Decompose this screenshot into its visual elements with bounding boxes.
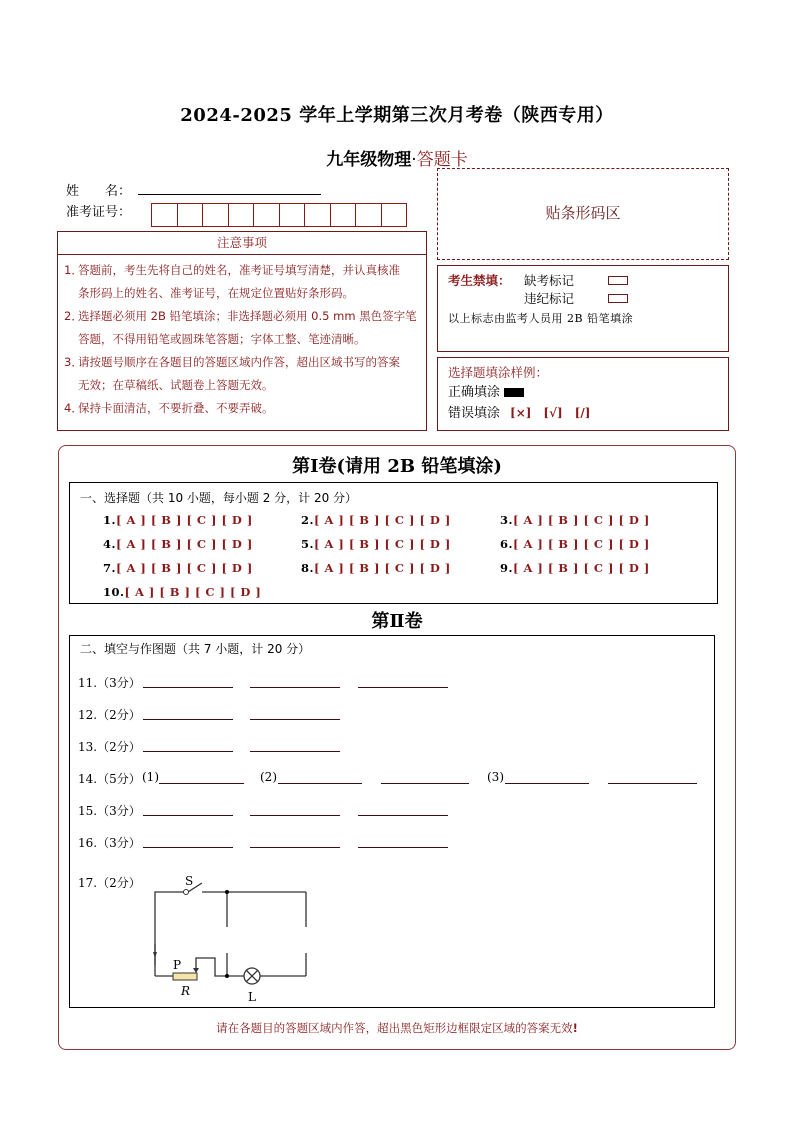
exam-id-boxes (151, 203, 406, 227)
exam-id-digit-box[interactable] (228, 203, 255, 227)
choice-options[interactable]: [ A ] [ B ] [ C ] [ D ] (513, 561, 650, 575)
answer-blank[interactable] (358, 815, 448, 816)
notice-item-3 (64, 351, 420, 374)
violation-mark-label: 违纪标记 (524, 291, 575, 306)
choice-options[interactable]: [ A ] [ B ] [ C ] [ D ] (314, 513, 451, 527)
answer-blank[interactable] (143, 687, 233, 688)
switch-label: S (185, 874, 194, 888)
switch-pivot (184, 890, 189, 895)
choice-question (500, 513, 650, 527)
fill-section-title: 二、填空与作图题（共 7 小题，计 20 分） (80, 642, 311, 656)
choice-options[interactable]: [ A ] [ B ] [ C ] [ D ] (314, 537, 451, 551)
lamp-label: L (248, 990, 256, 1004)
fill-question-label: 14.（5分） (78, 772, 141, 786)
choice-question-number: 10. (103, 585, 125, 599)
choice-options[interactable]: [ A ] [ B ] [ C ] [ D ] (116, 561, 253, 575)
fill-sample-title: 选择题填涂样例： (448, 365, 549, 380)
choice-section-title: 一、选择题（共 10 小题，每小题 2 分，计 20 分） (80, 491, 358, 505)
violation-mark-box[interactable] (608, 294, 628, 303)
notice-item-1 (64, 259, 420, 282)
answer-blank[interactable] (505, 783, 589, 784)
footer-warning (58, 1020, 736, 1036)
choice-options[interactable]: [ A ] [ B ] [ C ] [ D ] (124, 585, 262, 599)
exam-id-digit-box[interactable] (279, 203, 306, 227)
exam-id-digit-box[interactable] (177, 203, 204, 227)
subtitle-separator: · (411, 150, 417, 170)
name-label: 姓 名： (66, 184, 132, 199)
fill-part-label: (3) (487, 770, 504, 784)
notice-body (57, 255, 427, 431)
footer-warning-text: 请在各题目的答题区域内作答，超出黑色矩形边框限定区域的答案无效 (216, 1021, 573, 1035)
barcode-area: 贴条形码区 (437, 168, 729, 260)
footer-warning-excl: ! (572, 1021, 578, 1035)
junction-top (225, 890, 229, 894)
notice-num: 4． (64, 401, 83, 415)
fill-question-label: 11.（3分） (78, 676, 141, 690)
choice-question (103, 513, 253, 527)
choice-options[interactable]: [ A ] [ B ] [ C ] [ D ] (513, 513, 650, 527)
current-arrow-icon (153, 952, 157, 958)
notice-text: 请按题号顺序在各题目的答题区域内作答，超出区域书写的答案 (78, 355, 400, 369)
volume-2-title: 第Ⅱ卷 (371, 611, 423, 632)
answer-sheet-label: 答题卡 (416, 150, 468, 170)
choice-question-number: 5. (301, 537, 315, 551)
answer-sheet-subtitle (0, 145, 794, 170)
choice-question-number: 9. (500, 561, 514, 575)
exam-id-digit-box[interactable] (330, 203, 357, 227)
absent-mark-box[interactable] (608, 276, 628, 285)
wrong-fill-examples: [×] [√] [/] (510, 406, 591, 420)
fill-question-label: 15.（3分） (78, 804, 141, 818)
choice-question (301, 561, 451, 575)
choice-question-number: 7. (103, 561, 117, 575)
notice-title: 注意事项 (57, 231, 427, 255)
exam-id-label: 准考证号： (66, 205, 132, 220)
choice-question (301, 513, 451, 527)
notice-text: 答题前，考生先将自己的姓名，准考证号填写清楚，并认真核准 (78, 263, 400, 277)
exam-id-digit-box[interactable] (381, 203, 408, 227)
exam-title: 2024-2025 学年上学期第三次月考卷（陕西专用） (180, 105, 614, 126)
choice-question-number: 6. (500, 537, 514, 551)
notice-num: 2． (64, 309, 83, 323)
answer-blank[interactable] (250, 719, 340, 720)
notice-num: 3． (64, 355, 83, 369)
choice-question-number: 1. (103, 513, 117, 527)
wrong-fill-label: 错误填涂 (448, 406, 501, 421)
choice-options[interactable]: [ A ] [ B ] [ C ] [ D ] (116, 537, 253, 551)
choice-options[interactable]: [ A ] [ B ] [ C ] [ D ] (116, 513, 253, 527)
notice-item-2 (64, 305, 420, 328)
choice-question-number: 3. (500, 513, 514, 527)
choice-question-number: 4. (103, 537, 117, 551)
notice-text: 选择题必须用 2B 铅笔填涂；非选择题必须用 0.5 mm 黑色签字笔 (78, 309, 417, 323)
answer-blank[interactable] (143, 719, 233, 720)
fill-question-label: 16.（3分） (78, 836, 141, 850)
name-field[interactable] (138, 194, 321, 195)
answer-blank[interactable] (250, 815, 340, 816)
volume-1-title: 第Ⅰ卷(请用 2B 铅笔填涂) (292, 456, 502, 477)
subject-label: 九年级物理 (326, 150, 412, 170)
answer-blank[interactable] (143, 847, 233, 848)
notice-item-4 (64, 397, 420, 420)
notice-text-cont: 无效；在草稿纸、试题卷上答题无效。 (78, 378, 274, 392)
answer-blank[interactable] (250, 687, 340, 688)
notice-text-cont: 条形码上的姓名、准考证号，在规定位置贴好条形码。 (78, 286, 354, 300)
answer-blank[interactable] (608, 783, 697, 784)
answer-blank[interactable] (159, 783, 244, 784)
choice-question (500, 537, 650, 551)
exam-id-digit-box[interactable] (304, 203, 331, 227)
slider-wire (196, 958, 227, 976)
absent-mark-label: 缺考标记 (524, 273, 575, 288)
answer-blank[interactable] (278, 783, 362, 784)
choice-options[interactable]: [ A ] [ B ] [ C ] [ D ] (513, 537, 650, 551)
fill-part-label: (1) (142, 770, 159, 784)
examiner-note: 以上标志由监考人员用 2B 铅笔填涂 (448, 312, 634, 325)
slider-arrow-icon (193, 968, 199, 973)
answer-blank[interactable] (250, 847, 340, 848)
choice-options[interactable]: [ A ] [ B ] [ C ] [ D ] (314, 561, 451, 575)
filled-box-icon (504, 388, 524, 397)
notice-num: 1． (64, 263, 83, 277)
fill-question-label: 12.（2分） (78, 708, 141, 722)
examiner-only-label: 考生禁填： (448, 273, 511, 288)
notice-text: 保持卡面清洁，不要折叠、不要弄破。 (78, 401, 274, 415)
exam-id-digit-box[interactable] (253, 203, 280, 227)
circuit-diagram (140, 870, 320, 1010)
notice-text-cont: 答题，不得用铅笔或圆珠笔答题；字体工整、笔迹清晰。 (78, 332, 366, 346)
choice-question (103, 561, 253, 575)
answer-blank[interactable] (143, 751, 233, 752)
choice-question-number: 2. (301, 513, 315, 527)
slider-label: P (173, 958, 182, 972)
answer-blank[interactable] (358, 847, 448, 848)
choice-question (103, 537, 253, 551)
answer-blank[interactable] (250, 751, 340, 752)
fill-question-label: 13.（2分） (78, 740, 141, 754)
choice-question-number: 8. (301, 561, 315, 575)
exam-id-digit-box[interactable] (151, 203, 178, 227)
exam-id-digit-box[interactable] (355, 203, 382, 227)
fill-sample-box (437, 357, 729, 431)
answer-blank[interactable] (143, 815, 233, 816)
examiner-only-box (437, 265, 729, 352)
fill-part-label: (2) (260, 770, 277, 784)
answer-blank[interactable] (381, 783, 469, 784)
fill-question-label: 17.（2分） (78, 876, 141, 890)
answer-blank[interactable] (358, 687, 448, 688)
junction-bottom (225, 974, 229, 978)
correct-fill-label: 正确填涂 (448, 385, 501, 400)
exam-id-digit-box[interactable] (202, 203, 229, 227)
wire-left-top (155, 892, 184, 965)
choice-question (103, 585, 261, 599)
choice-question (500, 561, 650, 575)
rheostat (173, 973, 197, 980)
choice-question (301, 537, 451, 551)
resistor-label: R (181, 984, 191, 998)
